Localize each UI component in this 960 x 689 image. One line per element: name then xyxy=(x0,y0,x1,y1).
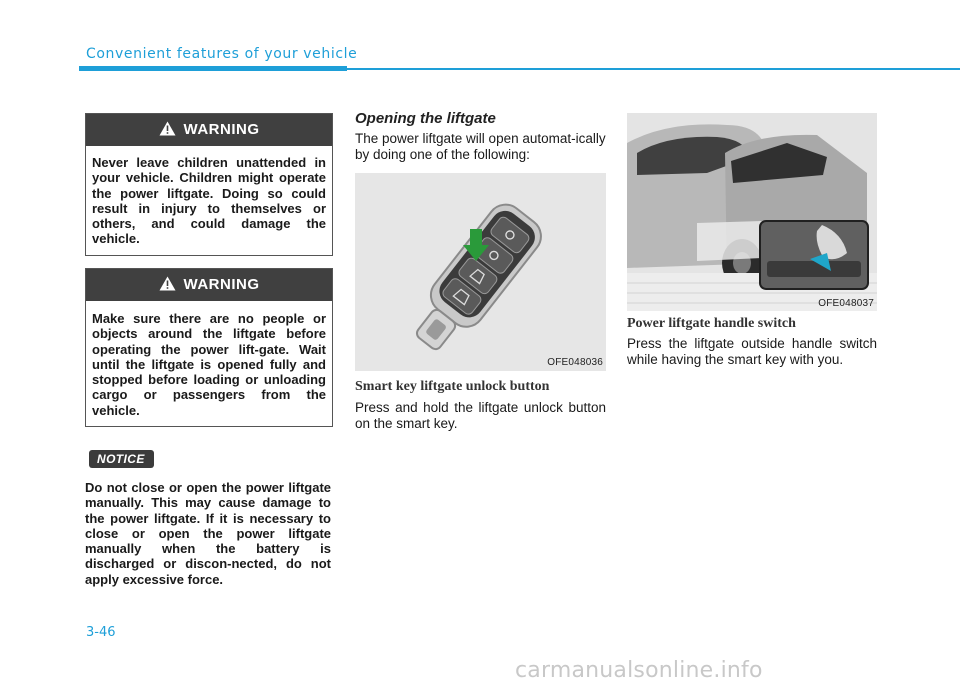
vehicle-rear-illustration xyxy=(627,113,877,311)
handle-switch-figure xyxy=(627,113,877,311)
opening-intro: The power liftgate will open automat-ically by doing one of the following: xyxy=(355,131,606,162)
warning-header xyxy=(86,269,332,301)
smart-key-text: Press and hold the liftgate unlock button on the smart key. xyxy=(355,400,606,431)
smart-key-illustration xyxy=(355,173,606,371)
handle-switch-heading: Power liftgate handle switch xyxy=(627,316,796,331)
notice-badge: NOTICE xyxy=(89,450,154,468)
warning-box-liftgate-clearance xyxy=(85,268,333,427)
warning-triangle-icon xyxy=(159,271,176,303)
handle-switch-text: Press the liftgate outside handle switch while having the smart key with you. xyxy=(627,336,877,367)
notice-text: Do not close or open the power liftgate manually. This may cause damage to the power liftgate. If it is necessary to close or open the power liftgate manually when the battery is discharged or discon-nected, do not apply excessive force. xyxy=(85,480,331,587)
smart-key-figure xyxy=(355,173,606,371)
opening-heading: Opening the liftgate xyxy=(355,110,496,127)
section-title: Convenient features of your vehicle xyxy=(86,46,358,62)
watermark: carmanualsonline.info xyxy=(515,658,763,683)
smart-key-heading: Smart key liftgate unlock button xyxy=(355,379,550,394)
page-number: 3-46 xyxy=(86,625,116,640)
warning-text: Make sure there are no people or objects around the liftgate before operating the power lift-gate. Wait until the liftgate is opened fully and stopped before loading or unloading cargo or passengers from the vehicle. xyxy=(92,311,326,418)
warning-header xyxy=(86,114,332,146)
warning-title: WARNING xyxy=(183,121,260,138)
warning-title: WARNING xyxy=(183,276,260,293)
warning-text: Never leave children unattended in your vehicle. Children might operate the power liftgate. Doing so could result in injury to themselves or others, and could damage the vehicle. xyxy=(92,155,326,247)
warning-box-children xyxy=(85,113,333,256)
warning-triangle-icon xyxy=(159,116,176,148)
figure-code: OFE048036 xyxy=(547,357,603,368)
header-rule-accent xyxy=(79,66,347,71)
figure-code: OFE048037 xyxy=(818,298,874,309)
